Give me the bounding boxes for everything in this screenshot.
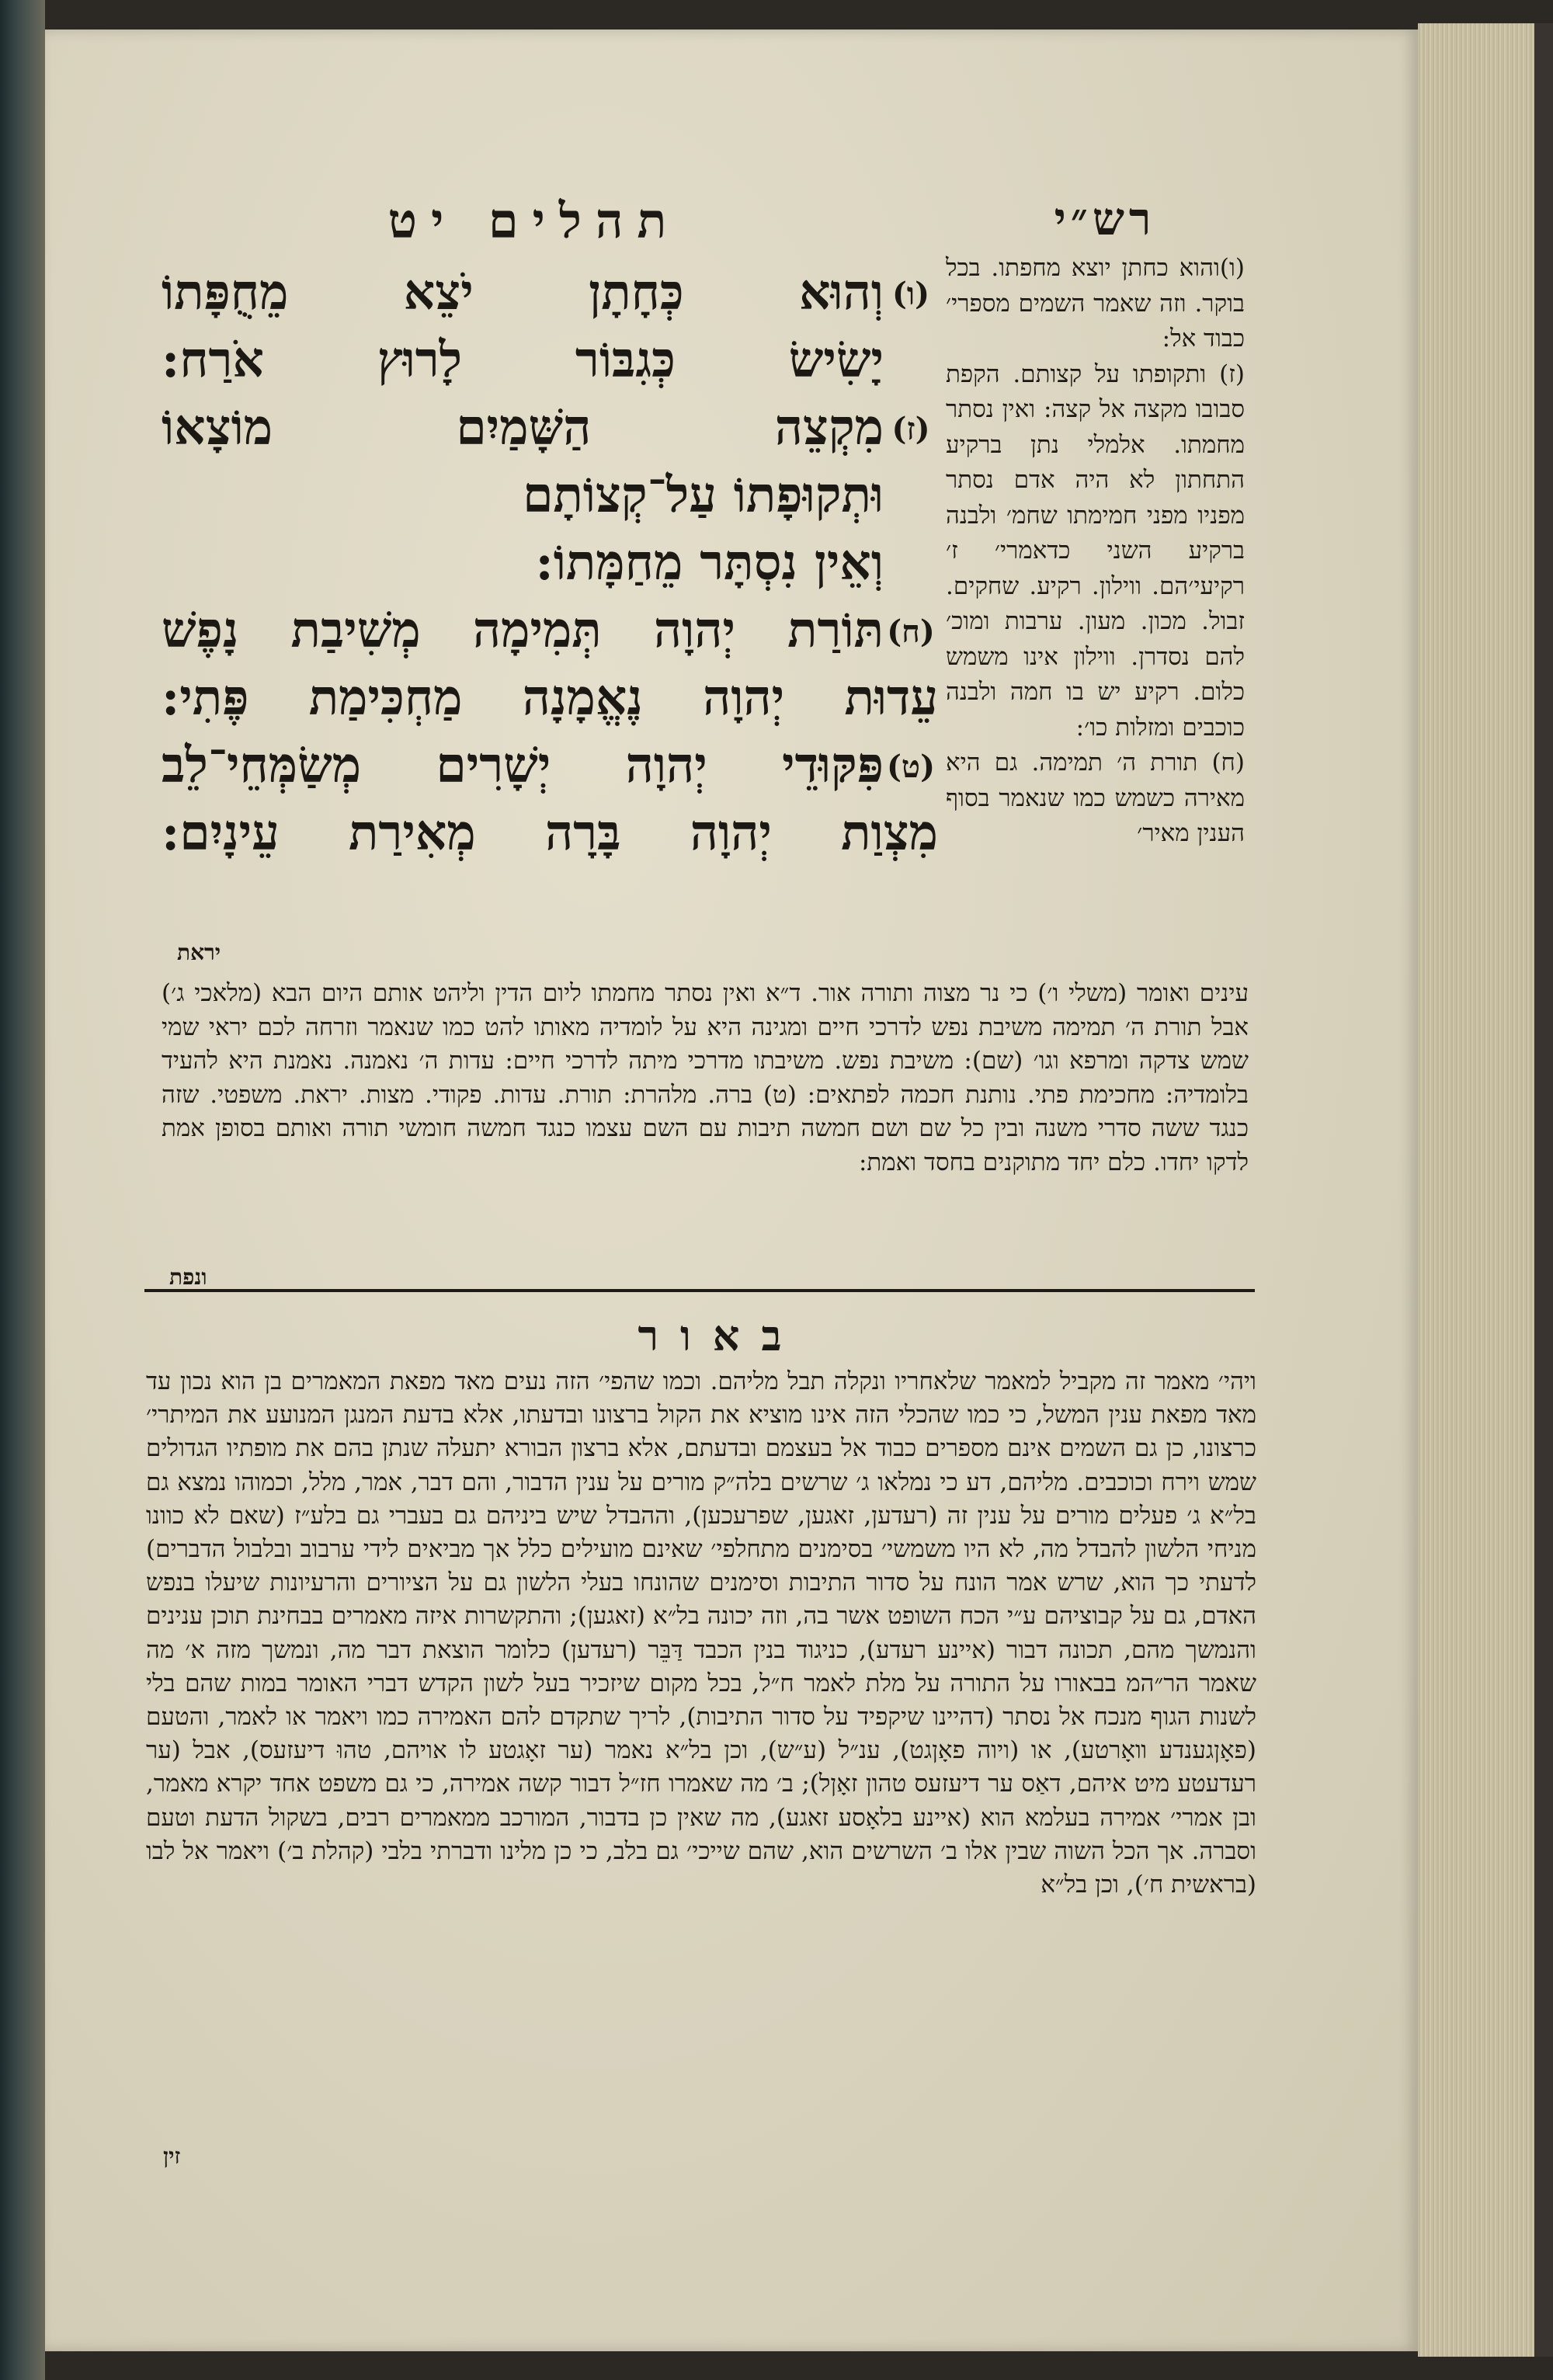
running-head-psalms: תהלים יט [387, 193, 681, 249]
rashi-paragraph: (ז) ותקופתו על קצותם. הקפת סבובו מקצה אל קצה: ואין נסתר מחמתו. אלמלי נתן ברקיע התחתון לא היה אדם נסתר מפניו מפני חמימתו שחמ׳ ולבנה ברקיע השני כדאמרי׳ ז׳ רקיעי׳הם. ווילון. רקיע. שחקים. זבול. מכון. מעון. ערבות ומוכ׳ להם נסדרן. ווילון אינו משמש כלום. רקיע יש בו חמה ולבנה כוכבים ומזלות כו׳: [946, 360, 1245, 742]
psalm-verses [162, 259, 938, 867]
catchword: זין [163, 2143, 181, 2169]
verse-9 [162, 731, 938, 867]
verse-6 [162, 259, 938, 394]
rashi-paragraph: (ו)והוא כחתן יוצא מחפתו. בכל בוקר. וזה שאמר השמים מספרי׳ כבוד אל: [946, 254, 1245, 353]
verse-line: פִּקּוּדֵי יְהוָה יְשָׁרִים מְשַׂמְּחֵי־לֵב [162, 736, 884, 794]
section-divider [144, 1289, 1255, 1292]
biur-commentary [146, 1365, 1256, 1902]
rashi-paragraph: (ח) תורת ה׳ תמימה. גם היא מאירה כשמש כמו שנאמר בסוף הענין מאיר׳ [946, 749, 1245, 847]
verse-7 [162, 394, 938, 596]
catchword: יראת [177, 940, 221, 965]
verse-line: מִקְצֵה הַשָּׁמַיִם מוֹצָאוֹ [162, 398, 884, 456]
rashi-paragraph: עינים ואומר (משלי ו׳) כי נר מצוה ותורה אור. ד״א ואין נסתר מחמתו ליום הדין וליהט אותם היום הבא (מלאכי ג׳) אבל תורת ה׳ תמימה משיבת נפש לדרכי חיים ומגינה היא על לומדיה מאותו להט כמו שנאמר וזרחה לכם יראי שמי שמש צדקה ומרפא וגו׳ (שם): משיבת נפש. משיבתו מדרכי מיתה לדרכי חיים: עדות ה׳ נאמנה. נאמנת היא להעיד בלומדיה: מחכימת פתי. נותנת חכמה לפתאים: (ט) ברה. מלהרת: תורת. עדות. פקודי. מצות. יראת. משפטי. שזה כנגד ששה סדרי משנה ובין כל שם ושם חמשה תיבות עם השם עצמו כנגד חמשה חומשי תורה ואותם בסופן אמת לדקו יחדו. כלם יחד מתוקנים בחסד ואמת: [162, 979, 1249, 1176]
verse-line: וּתְקוּפָתוֹ עַל־קְצוֹתָם [523, 466, 884, 523]
book-page [45, 30, 1418, 2351]
verse-line: יָשִׂישׂ כְּגִבּוֹר לָרוּץ אֹרַח: [162, 331, 884, 388]
biur-heading: באור [638, 1311, 804, 1360]
verse-line: וְאֵין נִסְתָּר מֵחַמָּתוֹ: [535, 533, 884, 591]
rashi-commentary-top [946, 251, 1245, 852]
rashi-commentary-bottom [162, 977, 1249, 1180]
running-head-rashi: רש״י [1054, 193, 1156, 245]
verse-line: תּוֹרַת יְהוָה תְּמִימָה מְשִׁיבַת נָפֶשׁ [162, 601, 884, 658]
verse-8 [162, 596, 938, 731]
verse-number: (ח) [887, 613, 935, 650]
book-spine [0, 0, 45, 2380]
verse-number: (ו) [891, 276, 930, 312]
verse-line: וְהוּא כְּחָתָן יֹצֵא מֵחֻפָּתוֹ [162, 263, 884, 321]
catchword: ונפת [169, 1264, 207, 1290]
verse-number: (ז) [891, 411, 930, 447]
page-edges [1418, 23, 1534, 2357]
verse-line: מִצְוַת יְהוָה בָּרָה מְאִירַת עֵינָיִם: [162, 804, 938, 861]
biur-paragraph: ויהי׳ מאמר זה מקביל למאמר שלאחריו ונקלה תבל מליהם. וכמו שהפי׳ הזה נעים מאד מפאת המאמרים בן הוא נכון עד מאד מפאת ענין המשל, כי כמו שהכלי הזה אינו מוציא את הקול ברצונו ובדעתו, אלא בדעת המנגן המנועע את המיתרי׳ כרצונו, כן גם השמים אינם מספרים כבוד אל בעצמם ובדעתם, אלא ברצון הבורא יתעלה שנתן בהם את מופתיו הגדולים שמש וירח וכוכבים. מליהם, דע כי נמלאו ג׳ שרשים בלה״ק מורים על ענין הדבור, והם דבר, אמר, מלל, וכמוהו נמצא גם בל״א ג׳ פעלים מורים על ענין זה (רעדען, זאגען, שפרעכען), וההבדל שיש ביניהם גם בעברי גם בלע״ז (שאם לא כוונו מניחי הלשון להבדל מה, לא היו משמשי׳ בסימנים מתחלפי׳ שאינם מועילים כלל אך מביאים לידי ערבוב ובלבול הדברים) לדעתי כך הוא, שרש אמר הונח על סדור התיבות וסימנים שהונחו בעלי הלשון גם על הציורים והרעיונות שיעלו בנפש האדם, גם על קבוציהם ע״י הכח השופט אשר בה, וזה יכונה בל״א (זאגען); והתקשרות איזה מאמרים בבחינת תוכן ענינים והנמשך מהם, תכונה דבור (איינע רעדע), כניגוד בנין הכבד דַּבֵּר (רעדען) כלומר הוצאת דבר מה, ונמשך מזה א׳ מה שאמר הר״המ בבאורו על התורה על מלת לאמר ח״ל, בכל מקום שיזכיר בעל לשון הקדש דברי האומר במות שהם בלי לשנות הגוף מנכח אל נסתר (דהיינו שיקפיד על סדור התיבות), לריך שתקדם להם האמירה כמו ויאמר או לאמר, והטעם (פאָןגענדע װאָרטע), או (ויוה פאָןגט), ענ״ל (ע״ש), וכן בל״א נאמר (ער זאָגטע לו אויהם, טהוּ דיעזעס), אבל (ער רעדעטע מיט איהם, דאַס ער דיעזעס טהון זאָןל); ב׳ מה שאמרו חז״ל דבור קשה אמירה, כי גם משפט אחד יקרא מאמר, ובן אמרי׳ אמירה בעלמא הוא (איינע בלאָסע זאגע), מה שאין כן בדבור, המורכב ממאמרים רבים, בשקול הדעת וטעם וסברה. אך הכל השוה שבין אלו ב׳ השרשים הוא, שהם שייכי׳ גם בלב, כי כן מלינו ודברתי בלבי (קהלת ב׳) ויאמר אל לבו (בראשית ח׳), וכן בל״א [146, 1367, 1256, 1899]
verse-number: (ט) [886, 749, 935, 785]
verse-line: עֵדוּת יְהוָה נֶאֱמָנָה מַחְכִּימַת פֶּתִי: [162, 669, 938, 726]
